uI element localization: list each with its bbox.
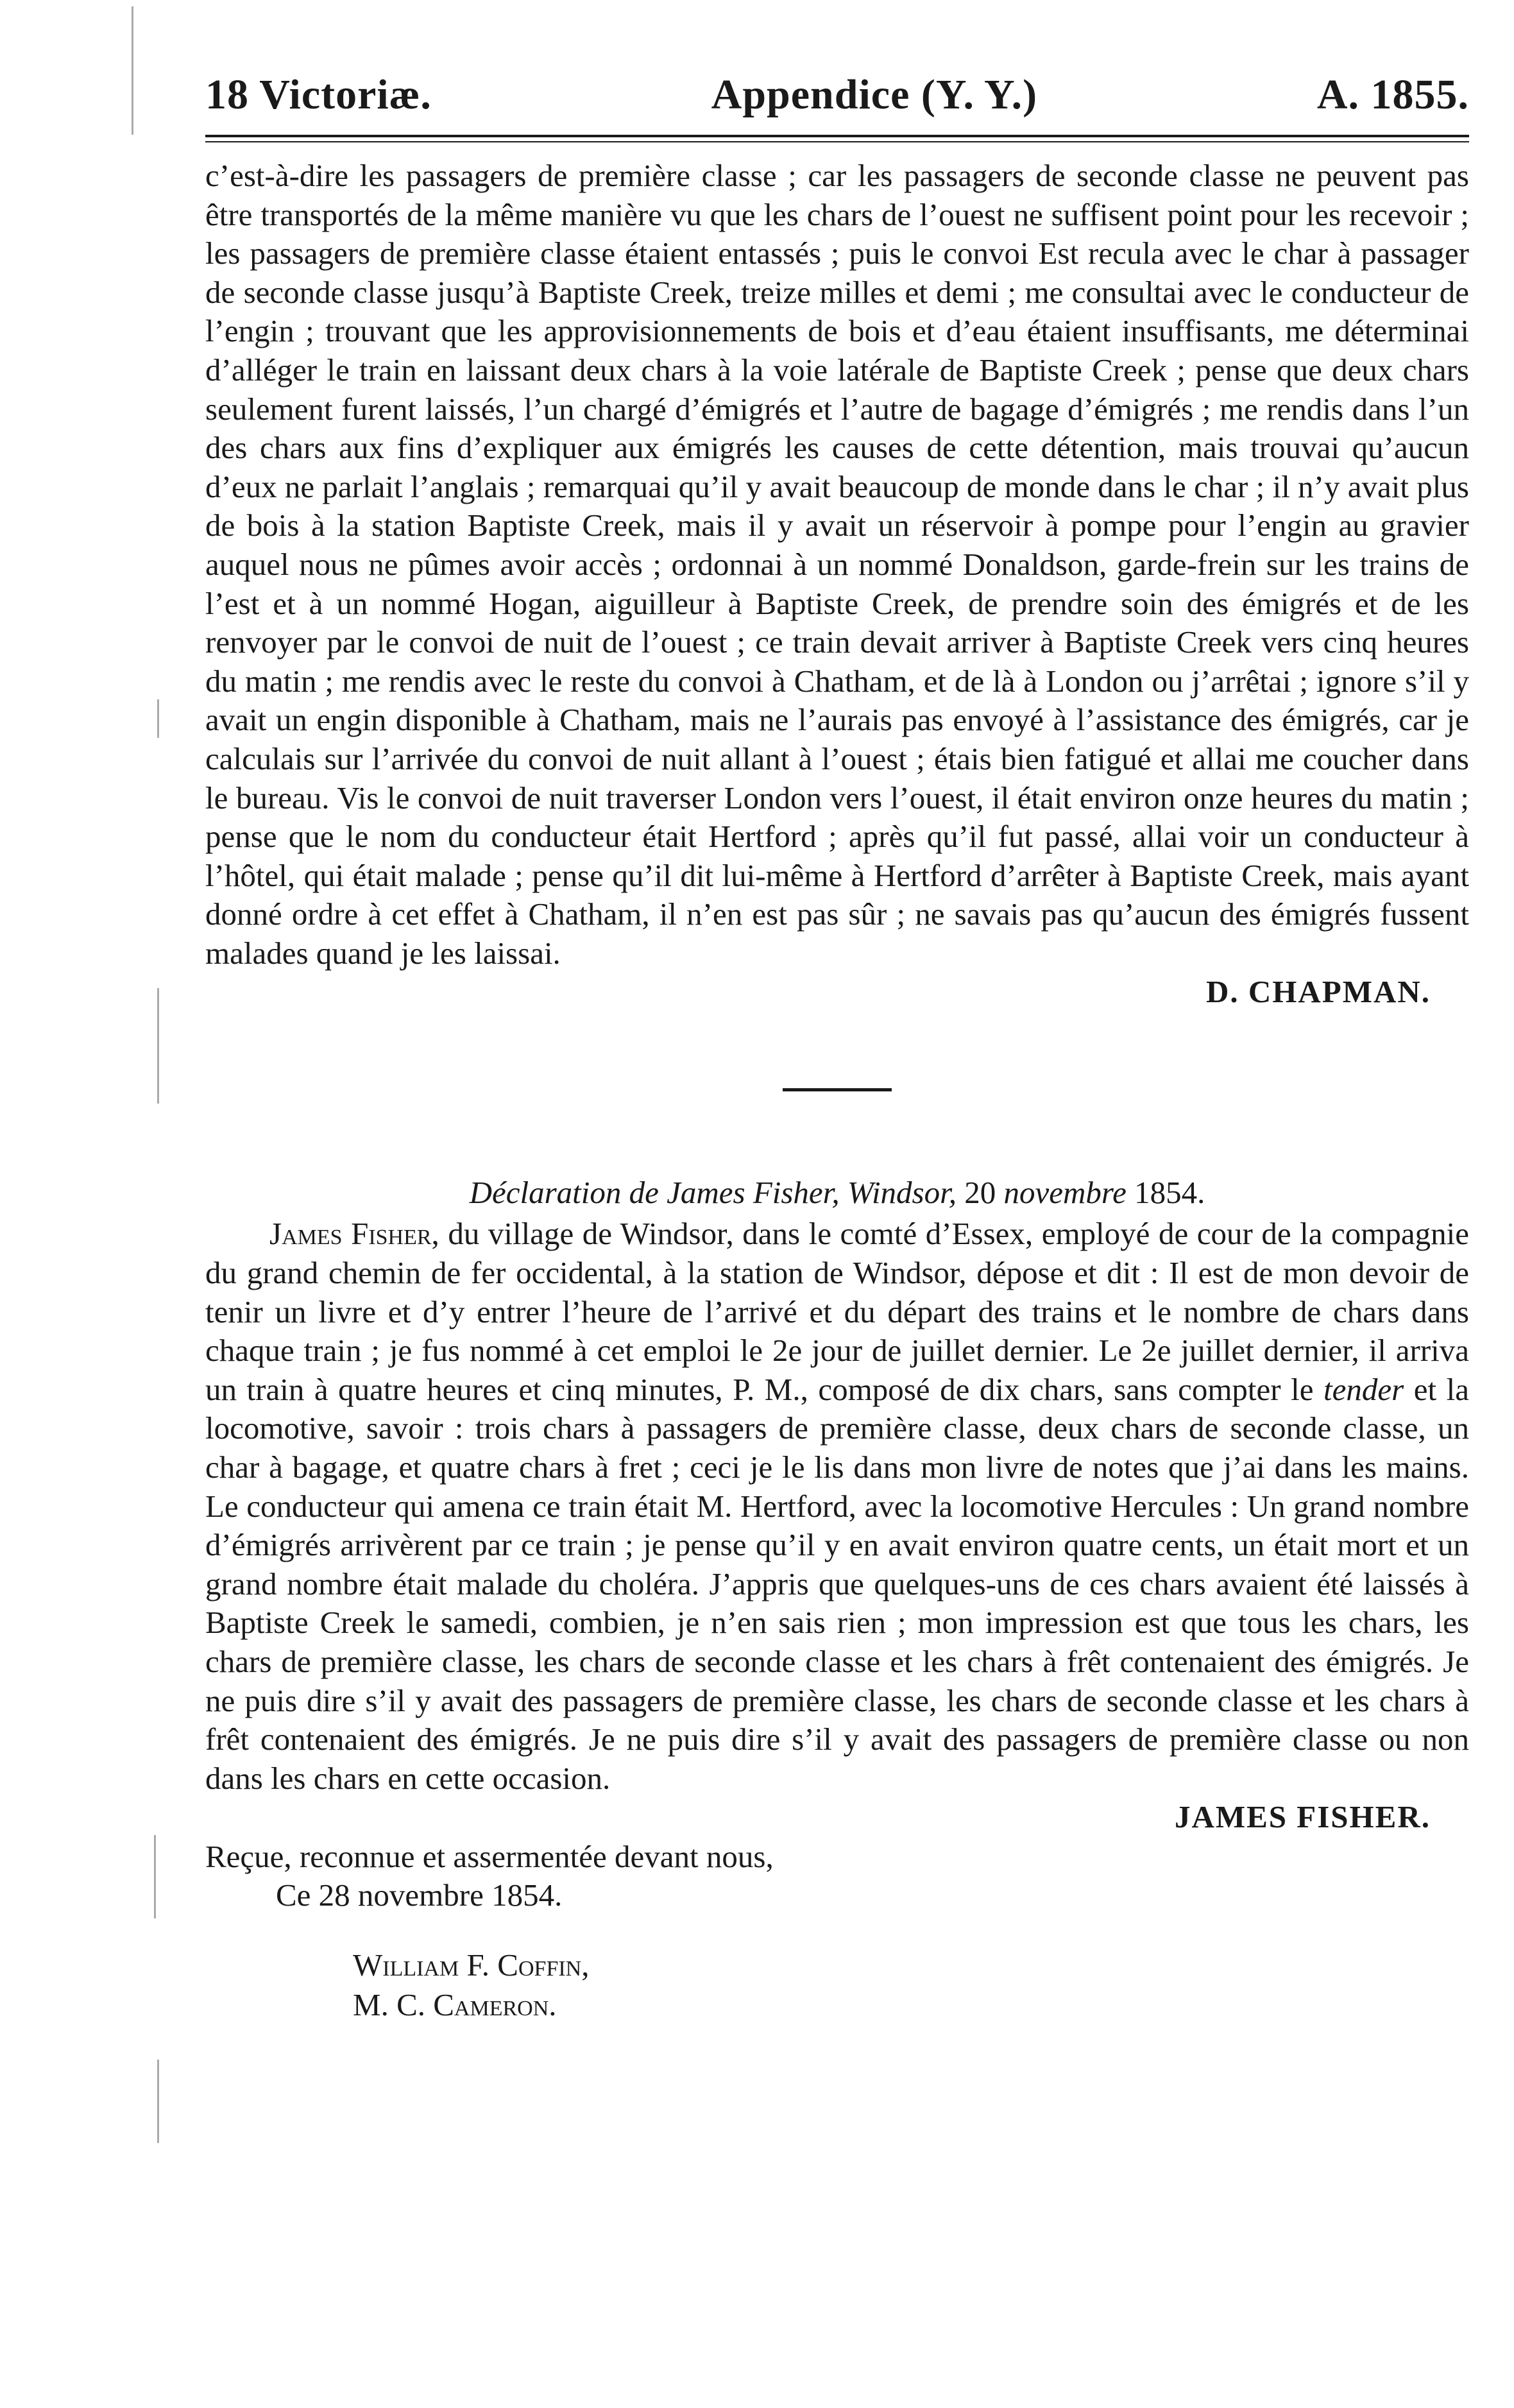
- page-header: [205, 71, 1469, 119]
- signer-coffin: William F. Coffin,: [353, 1947, 590, 1983]
- header-year: A. 1855.: [1316, 71, 1469, 118]
- chapman-signature: D. CHAPMAN.: [1206, 974, 1431, 1010]
- title-year: 1854.: [1134, 1175, 1205, 1211]
- title-month: novembre: [1003, 1175, 1127, 1211]
- fisher-text-part-1: du village de Windsor, dans le comté d’Essex, employé de cour de la compagnie du grand chemin de fer occidental, à la station de Windsor, dépose et dit : Il est de mon devoir de tenir un livre et d’y entrer l’heure de l’arrivé et du départ des trains et le nombre de chars dans chaque train ; je fus nommé à cet emploi le 2e jour de juillet dernier. Le 2e juillet dernier, il arriva un train à quatre heures et cinq minutes, P. M., composé de dix chars, sans compter le: [205, 1216, 1469, 1407]
- fisher-signature: JAMES FISHER.: [1174, 1799, 1431, 1835]
- signer-cameron: M. C. Cameron.: [353, 1987, 557, 2023]
- header-appendix: Appendice (Y. Y.): [711, 71, 1038, 118]
- document-page: [205, 71, 1469, 2025]
- title-declaration: Déclaration de James Fisher,: [469, 1175, 840, 1211]
- fisher-testimony: [205, 1215, 1469, 1798]
- margin-scan-mark: [154, 1835, 156, 1918]
- title-day: 20: [964, 1175, 996, 1211]
- margin-scan-mark: [132, 6, 133, 135]
- fisher-tender-word: tender: [1323, 1371, 1404, 1407]
- receipt-line-2: Ce 28 novembre 1854.: [276, 1877, 563, 1913]
- receipt-line-1: Reçue, reconnue et assermentée devant nous,: [205, 1839, 774, 1875]
- header-rule: [205, 135, 1469, 142]
- margin-scan-mark: [157, 2060, 159, 2143]
- fisher-text-part-2: et la locomotive, savoir : trois chars à passagers de première classe, deux chars de seconde classe, un char à bagage, et quatre chars à fret ; ceci je le lis dans mon livre de notes que j’ai dans les mains. Le conducteur qui amena ce train était M. Hertford, avec la locomotive Hercules : Un grand nombre d’émigrés arrivèrent par ce train ; je pense qu’il y en avait environ quatre cents, un était mort et un grand nombre était malade du choléra. J’appris que quelques-uns de ces chars avaient été laissés à Baptiste Creek le samedi, combien, je n’en sais rien ; mon impression est que tous les chars, les chars de première classe, les chars de seconde classe et les chars à frêt contenaient des émigrés. Je ne puis dire s’il y avait des passagers de première classe, les chars de seconde classe et les chars à frêt contenaient des émigrés. Je ne puis dire s’il y avait des passagers de première classe ou non dans les chars en cette occasion.: [205, 1371, 1469, 1796]
- section-divider: [783, 1088, 892, 1091]
- fisher-name: James Fisher,: [269, 1216, 439, 1252]
- fisher-paragraph: [205, 1215, 1469, 1798]
- chapman-paragraph: c’est-à-dire les passagers de première classe ; car les passagers de seconde classe ne peuvent pas être transportés de la même manière vu que les chars de l’ouest ne suffisent point pour les recevoir ; les passagers de première classe étaient entassés ; puis le convoi Est recula avec le char à passager de seconde classe jusqu’à Baptiste Creek, treize milles et demi ; me consultai avec le conducteur de l’engin ; trouvant que les approvisionnements de bois et d’eau étaient insuffisants, me déterminai d’alléger le train en laissant deux chars à la voie latérale de Baptiste Creek ; pense que deux chars seulement furent laissés, l’un chargé d’émigrés et l’autre de bagage d’émigrés ; me rendis dans l’un des chars aux fins d’expliquer aux émigrés les causes de cette détention, mais trouvai qu’aucun d’eux ne parlait l’anglais ; remarquai qu’il y avait beaucoup de monde dans le char ; il n’y avait plus de bois à la station Baptiste Creek, mais il y avait un réservoir à pompe pour l’engin au gravier auquel nous ne pûmes avoir accès ; ordonnai à un nommé Donaldson, garde-frein sur les trains de l’est et à un nommé Hogan, aiguilleur à Baptiste Creek, de prendre soin des émigrés et de les renvoyer par le convoi de nuit de l’ouest ; ce train devait arriver à Baptiste Creek vers cinq heures du matin ; me rendis avec le reste du convoi à Chatham, et de là à London ou j’arrêtai ; ignore s’il y avait un engin disponible à Chatham, mais ne l’aurais pas envoyé à l’assistance des émigrés, car je calculais sur l’arrivée du convoi de nuit allant à l’ouest ; étais bien fatigué et allai me coucher dans le bureau. Vis le convoi de nuit traverser London vers l’ouest, il était environ onze heures du matin ; pense que le nom du conducteur était Hertford ; après qu’il fut passé, allai voir un conducteur à l’hôtel, qui était malade ; pense qu’il dit lui-même à Hertford d’arrêter à Baptiste Creek, mais ayant donné ordre à cet effet à Chatham, il n’en est pas sûr ; ne savais pas qu’aucun des émigrés fussent malades quand je les laissai.: [205, 158, 1469, 971]
- margin-scan-mark: [157, 699, 159, 738]
- chapman-testimony: [205, 157, 1469, 973]
- fisher-declaration-title: [205, 1174, 1469, 1212]
- signers-block: [205, 1945, 1469, 2025]
- header-session: 18 Victoriæ.: [205, 71, 432, 118]
- oath-receipt: [205, 1838, 1469, 1915]
- margin-scan-mark: [157, 988, 159, 1104]
- title-place: Windsor,: [847, 1175, 957, 1211]
